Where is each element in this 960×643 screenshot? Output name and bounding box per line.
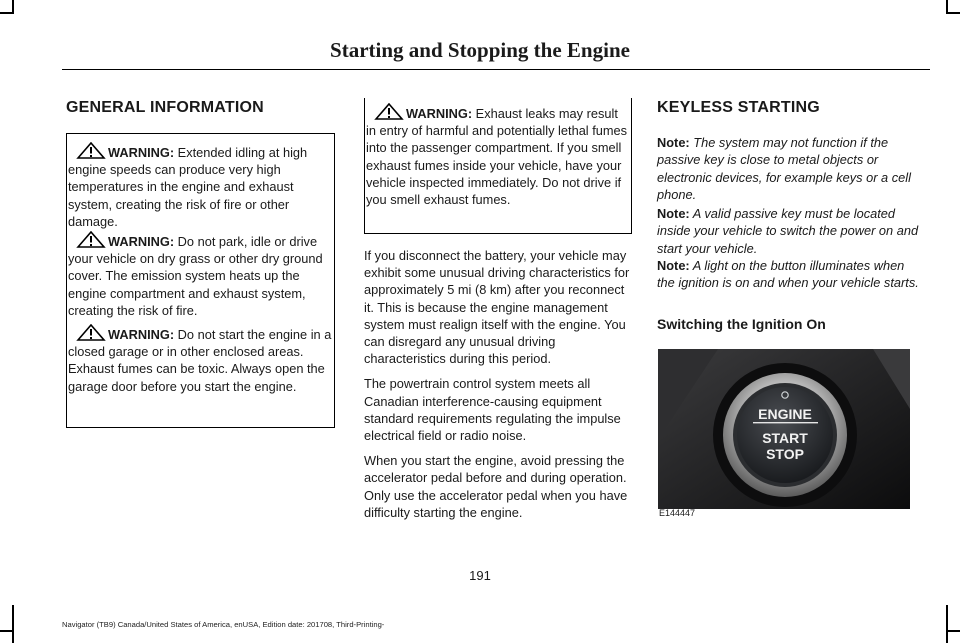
warning-2 (68, 231, 332, 319)
note-label: Note: (657, 258, 690, 273)
note-label: Note: (657, 206, 690, 221)
note-1 (657, 134, 925, 204)
start-stop-button-illustration (658, 349, 910, 509)
subheading-ignition-on: Switching the Ignition On (657, 316, 826, 332)
warning-triangle-icon (74, 324, 108, 342)
warning-3 (68, 324, 332, 395)
note-2 (657, 205, 925, 257)
warning-1 (68, 142, 332, 230)
crop-mark (946, 605, 948, 643)
warning-text: Exhaust leaks may result in entry of harmful and potentially lethal fumes into the passenger compartment. If you smell exhaust fumes inside your vehicle, have your vehicle inspected immediately. Do not drive if you smell exhaust fumes. (366, 106, 628, 208)
warning-label: WARNING: (108, 327, 175, 342)
start-stop-button-photo (658, 349, 910, 509)
body-text (364, 247, 630, 521)
warning-triangle-icon (74, 142, 108, 160)
button-label-engine: ENGINE (758, 406, 812, 422)
note-text: A light on the button illuminates when the ignition is on and when your vehicle starts. (657, 258, 919, 291)
crop-mark (0, 630, 14, 632)
header-rule (62, 69, 930, 70)
crop-mark (12, 605, 14, 643)
warning-text: Extended idling at high engine speeds can produce very high temperatures in the engine and exhaust system, creating the risk of fire or other damage. (68, 145, 308, 229)
crop-mark (946, 12, 960, 14)
button-label-stop: STOP (766, 446, 804, 462)
warning-label: WARNING: (108, 145, 175, 160)
page-title: Starting and Stopping the Engine (330, 38, 630, 62)
section-heading-keyless-starting: KEYLESS STARTING (657, 99, 820, 116)
paragraph-battery: If you disconnect the battery, your vehicle may exhibit some unusual driving characteristics for approximately 5 mi (8 km) after you reconnect it. This is because the engine management system must realign itself with the engine. You can disregard any unusual driving characteristics during this period. (364, 248, 630, 367)
warning-text: Do not start the engine in a closed garage or in other enclosed areas. Exhaust fumes can be toxic. Always open the garage door before you start the engine. (68, 327, 332, 394)
paragraph-accelerator: When you start the engine, avoid pressing the accelerator pedal before and during operation. Only use the accelerator pedal when you have difficulty starting the engine. (364, 453, 628, 520)
note-3 (657, 257, 925, 292)
warning-exhaust (366, 103, 629, 208)
warning-label: WARNING: (406, 106, 473, 121)
image-id: E144447 (659, 508, 696, 518)
note-label: Note: (657, 135, 690, 150)
crop-mark (946, 0, 948, 14)
warning-text: Do not park, idle or drive your vehicle on dry grass or other dry ground cover. The emission system heats up the engine compartment and exhaust system, creating the risk of fire. (68, 234, 323, 318)
crop-mark (12, 0, 14, 14)
warning-label: WARNING: (108, 234, 175, 249)
paragraph-powertrain: The powertrain control system meets all Canadian interference-causing equipment standard requirements regulating the impulse electrical field or radio noise. (364, 376, 621, 444)
button-label-start: START (762, 430, 808, 446)
page-number: 191 (469, 568, 491, 583)
warning-triangle-icon (372, 103, 406, 121)
warning-triangle-icon (74, 231, 108, 249)
section-heading-general-information: GENERAL INFORMATION (66, 99, 264, 116)
crop-mark (946, 630, 960, 632)
footer-edition: Navigator (TB9) Canada/United States of America, enUSA, Edition date: 201708, Third-Printing- (62, 620, 385, 629)
note-text: The system may not function if the passive key is close to metal objects or electronic devices, for example keys or a cell phone. (657, 135, 911, 203)
note-text: A valid passive key must be located inside your vehicle to switch the power on and start your vehicle. (657, 206, 919, 256)
